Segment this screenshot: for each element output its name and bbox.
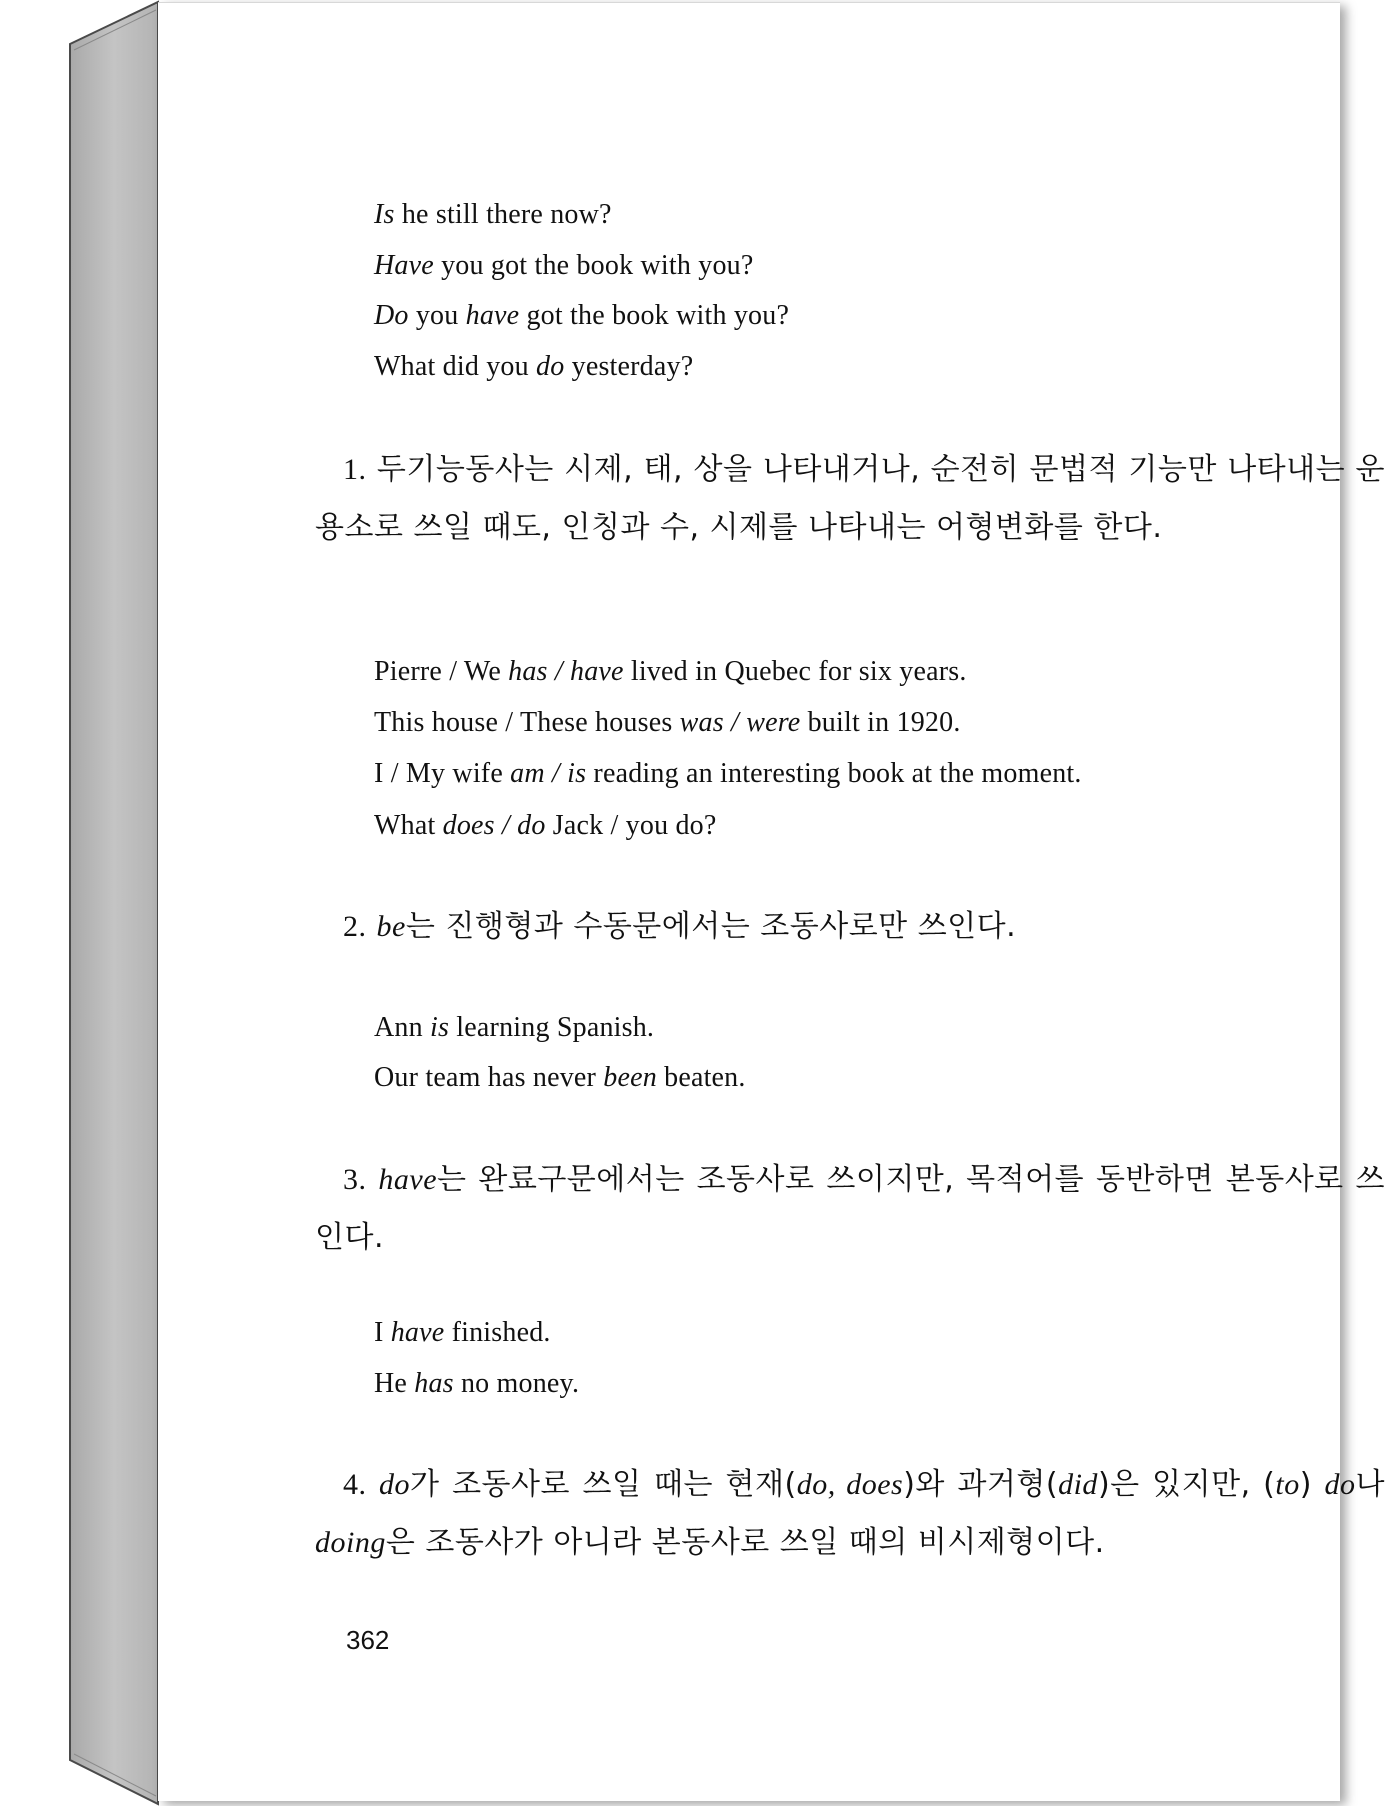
text-run: 가 조동사로 쓰일 때는 현재( — [410, 1467, 797, 1502]
italic-term: have — [378, 1163, 438, 1196]
text-run: Pierre / We — [374, 656, 509, 687]
text-run: I — [374, 1317, 391, 1348]
text-run: reading an interesting book at the moment. — [586, 758, 1082, 789]
italic-term: have — [390, 1317, 445, 1348]
italic-term: Have — [374, 250, 434, 281]
italic-term: is — [430, 1012, 450, 1043]
italic-term: am / is — [510, 758, 587, 789]
text-run: Our team has never — [374, 1062, 604, 1093]
example-line — [374, 655, 967, 689]
italic-term: to — [1275, 1468, 1300, 1501]
italic-term: doing — [315, 1526, 386, 1559]
text-run: you — [408, 300, 466, 331]
example-line — [374, 809, 717, 843]
italic-term: do — [1324, 1468, 1356, 1501]
italic-term: Do — [374, 300, 409, 331]
example-line — [374, 1367, 579, 1401]
text-run: got the book with you? — [519, 300, 790, 331]
page-content — [158, 3, 1385, 1801]
example-line — [374, 198, 612, 232]
italic-term: does / do — [442, 810, 546, 841]
text-run: learning Spanish. — [449, 1012, 655, 1043]
text-run: I / My wife — [374, 758, 511, 789]
text-run: beaten. — [656, 1062, 746, 1093]
text-run: finished. — [444, 1317, 551, 1348]
italic-term: do — [536, 351, 565, 382]
italic-term: be — [376, 910, 406, 943]
example-line — [374, 706, 961, 740]
rule-paragraph-4 — [315, 1456, 1385, 1572]
italic-term: did — [1058, 1468, 1098, 1501]
text-run: 은 조동사가 아니라 본동사로 쓰일 때의 비시제형이다. — [385, 1525, 1105, 1560]
text-run: 는 완료구문에서는 조동사로 쓰이지만, 목적어를 동반하면 본동사로 쓰인다. — [315, 1162, 1385, 1255]
example-line — [374, 350, 693, 384]
rule-text — [315, 1162, 1385, 1255]
text-run: Jack / you do? — [545, 810, 717, 841]
text-run: What — [374, 810, 443, 841]
text-run: yesterday? — [564, 351, 694, 382]
rule-number: 3. — [343, 1163, 367, 1196]
rule-number: 2. — [343, 910, 367, 943]
book-page — [158, 2, 1385, 1801]
italic-term: have — [465, 300, 520, 331]
text-run: ) — [1299, 1467, 1325, 1502]
text-run: He — [374, 1368, 415, 1399]
text-run: What did you — [374, 351, 537, 382]
rule-paragraph-3 — [315, 1151, 1385, 1267]
rule-paragraph-2 — [315, 898, 1385, 956]
italic-term: do — [379, 1468, 411, 1501]
text-run: Ann — [374, 1012, 431, 1043]
rule-text — [377, 909, 1017, 944]
text-run: built in 1920. — [800, 707, 961, 738]
example-line — [374, 1011, 654, 1045]
rule-paragraph-1 — [315, 441, 1385, 557]
text-run: he still there now? — [394, 199, 612, 230]
italic-term: been — [603, 1062, 657, 1093]
text-run: This house / These houses — [374, 707, 680, 738]
text-run: lived in Quebec for six years. — [623, 656, 967, 687]
rule-text — [315, 1467, 1385, 1560]
example-line — [374, 249, 753, 283]
rule-number: 4. — [343, 1468, 367, 1501]
text-run: 나 — [1355, 1467, 1385, 1502]
text-run: )와 과거형( — [903, 1467, 1059, 1502]
text-run: 는 진행형과 수동문에서는 조동사로만 쓰인다. — [405, 909, 1017, 944]
text-run: )은 있지만, ( — [1097, 1467, 1276, 1502]
italic-term: do, does — [796, 1468, 904, 1501]
example-line — [374, 299, 789, 333]
italic-term: Is — [374, 199, 395, 230]
italic-term: has — [414, 1368, 454, 1399]
example-line — [374, 757, 1082, 791]
italic-term: was / were — [679, 707, 801, 738]
rule-text: 두기능동사는 시제, 태, 상을 나타내거나, 순전히 문법적 기능만 나타내는 운용소로 쓰일 때도, 인칭과 수, 시제를 나타내는 어형변화를 한다. — [315, 452, 1385, 545]
italic-term: has / have — [508, 656, 624, 687]
rule-number: 1. — [343, 453, 367, 486]
page-number: 362 — [346, 1625, 390, 1655]
text-run: you got the book with you? — [433, 250, 754, 281]
example-line — [374, 1316, 551, 1350]
text-run: no money. — [453, 1368, 580, 1399]
example-line — [374, 1061, 746, 1095]
